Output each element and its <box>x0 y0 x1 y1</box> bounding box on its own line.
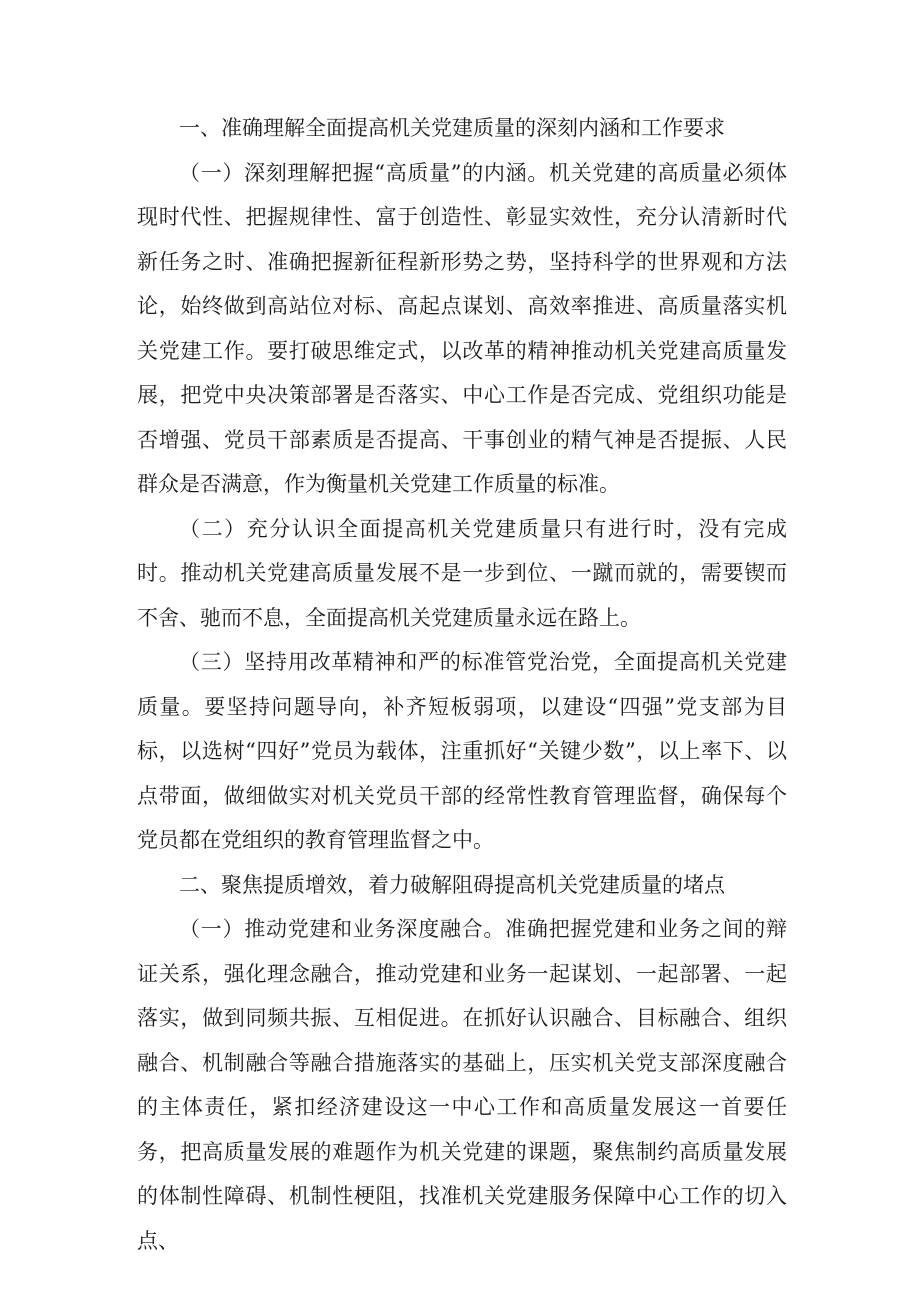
paragraph-1-1: （一）深刻理解把握“高质量”的内涵。机关党建的高质量必须体现时代性、把握规律性、富于创造性、彰显实效性，充分认清新时代新任务之时、准确把握新征程新形势之势，坚持科学的世界观和方法论，始终做到高站位对标、高起点谋划、高效率推进、高质量落实机关党建工作。要打破思维定式，以改革的精神推动机关党建高质量发展，把党中央决策部署是否落实、中心工作是否完成、党组织功能是否增强、党员干部素质是否提高、干事创业的精气神是否提振、人民群众是否满意，作为衡量机关党建工作质量的标准。 <box>137 160 787 496</box>
paragraph-1-3: （三）坚持用改革精神和严的标准管党治党，全面提高机关党建质量。要坚持问题导向，补齐短板弱项，以建设“四强”党支部为目标，以选树“四好”党员为载体，注重抓好“关键少数”，以上率下、以点带面，做细做实对机关党员干部的经常性教育管理监督，确保每个党员都在党组织的教育管理监督之中。 <box>137 650 787 852</box>
section-heading-2: 二、聚焦提质增效，着力破解阻碍提高机关党建质量的堵点 <box>179 872 725 897</box>
paragraph-1-2: （二）充分认识全面提高机关党建质量只有进行时，没有完成时。推动机关党建高质量发展不是一步到位、一蹴而就的，需要锲而不舍、驰而不息，全面提高机关党建质量永远在路上。 <box>137 516 787 630</box>
paragraph-2-1: （一）推动党建和业务深度融合。准确把握党建和业务之间的辩证关系，强化理念融合，推动党建和业务一起谋划、一起部署、一起落实，做到同频共振、互相促进。在抓好认识融合、目标融合、组织融合、机制融合等融合措施落实的基础上，压实机关党支部深度融合的主体责任，紧扣经济建设这一中心工作和高质量发展这一首要任务，把高质量发展的难题作为机关党建的课题，聚焦制约高质量发展的体制性障碍、机制性梗阻，找准机关党建服务保障中心工作的切入点、 <box>137 917 787 1253</box>
document-body <box>137 106 787 1263</box>
section-heading-1: 一、准确理解全面提高机关党建质量的深刻内涵和工作要求 <box>179 116 725 140</box>
